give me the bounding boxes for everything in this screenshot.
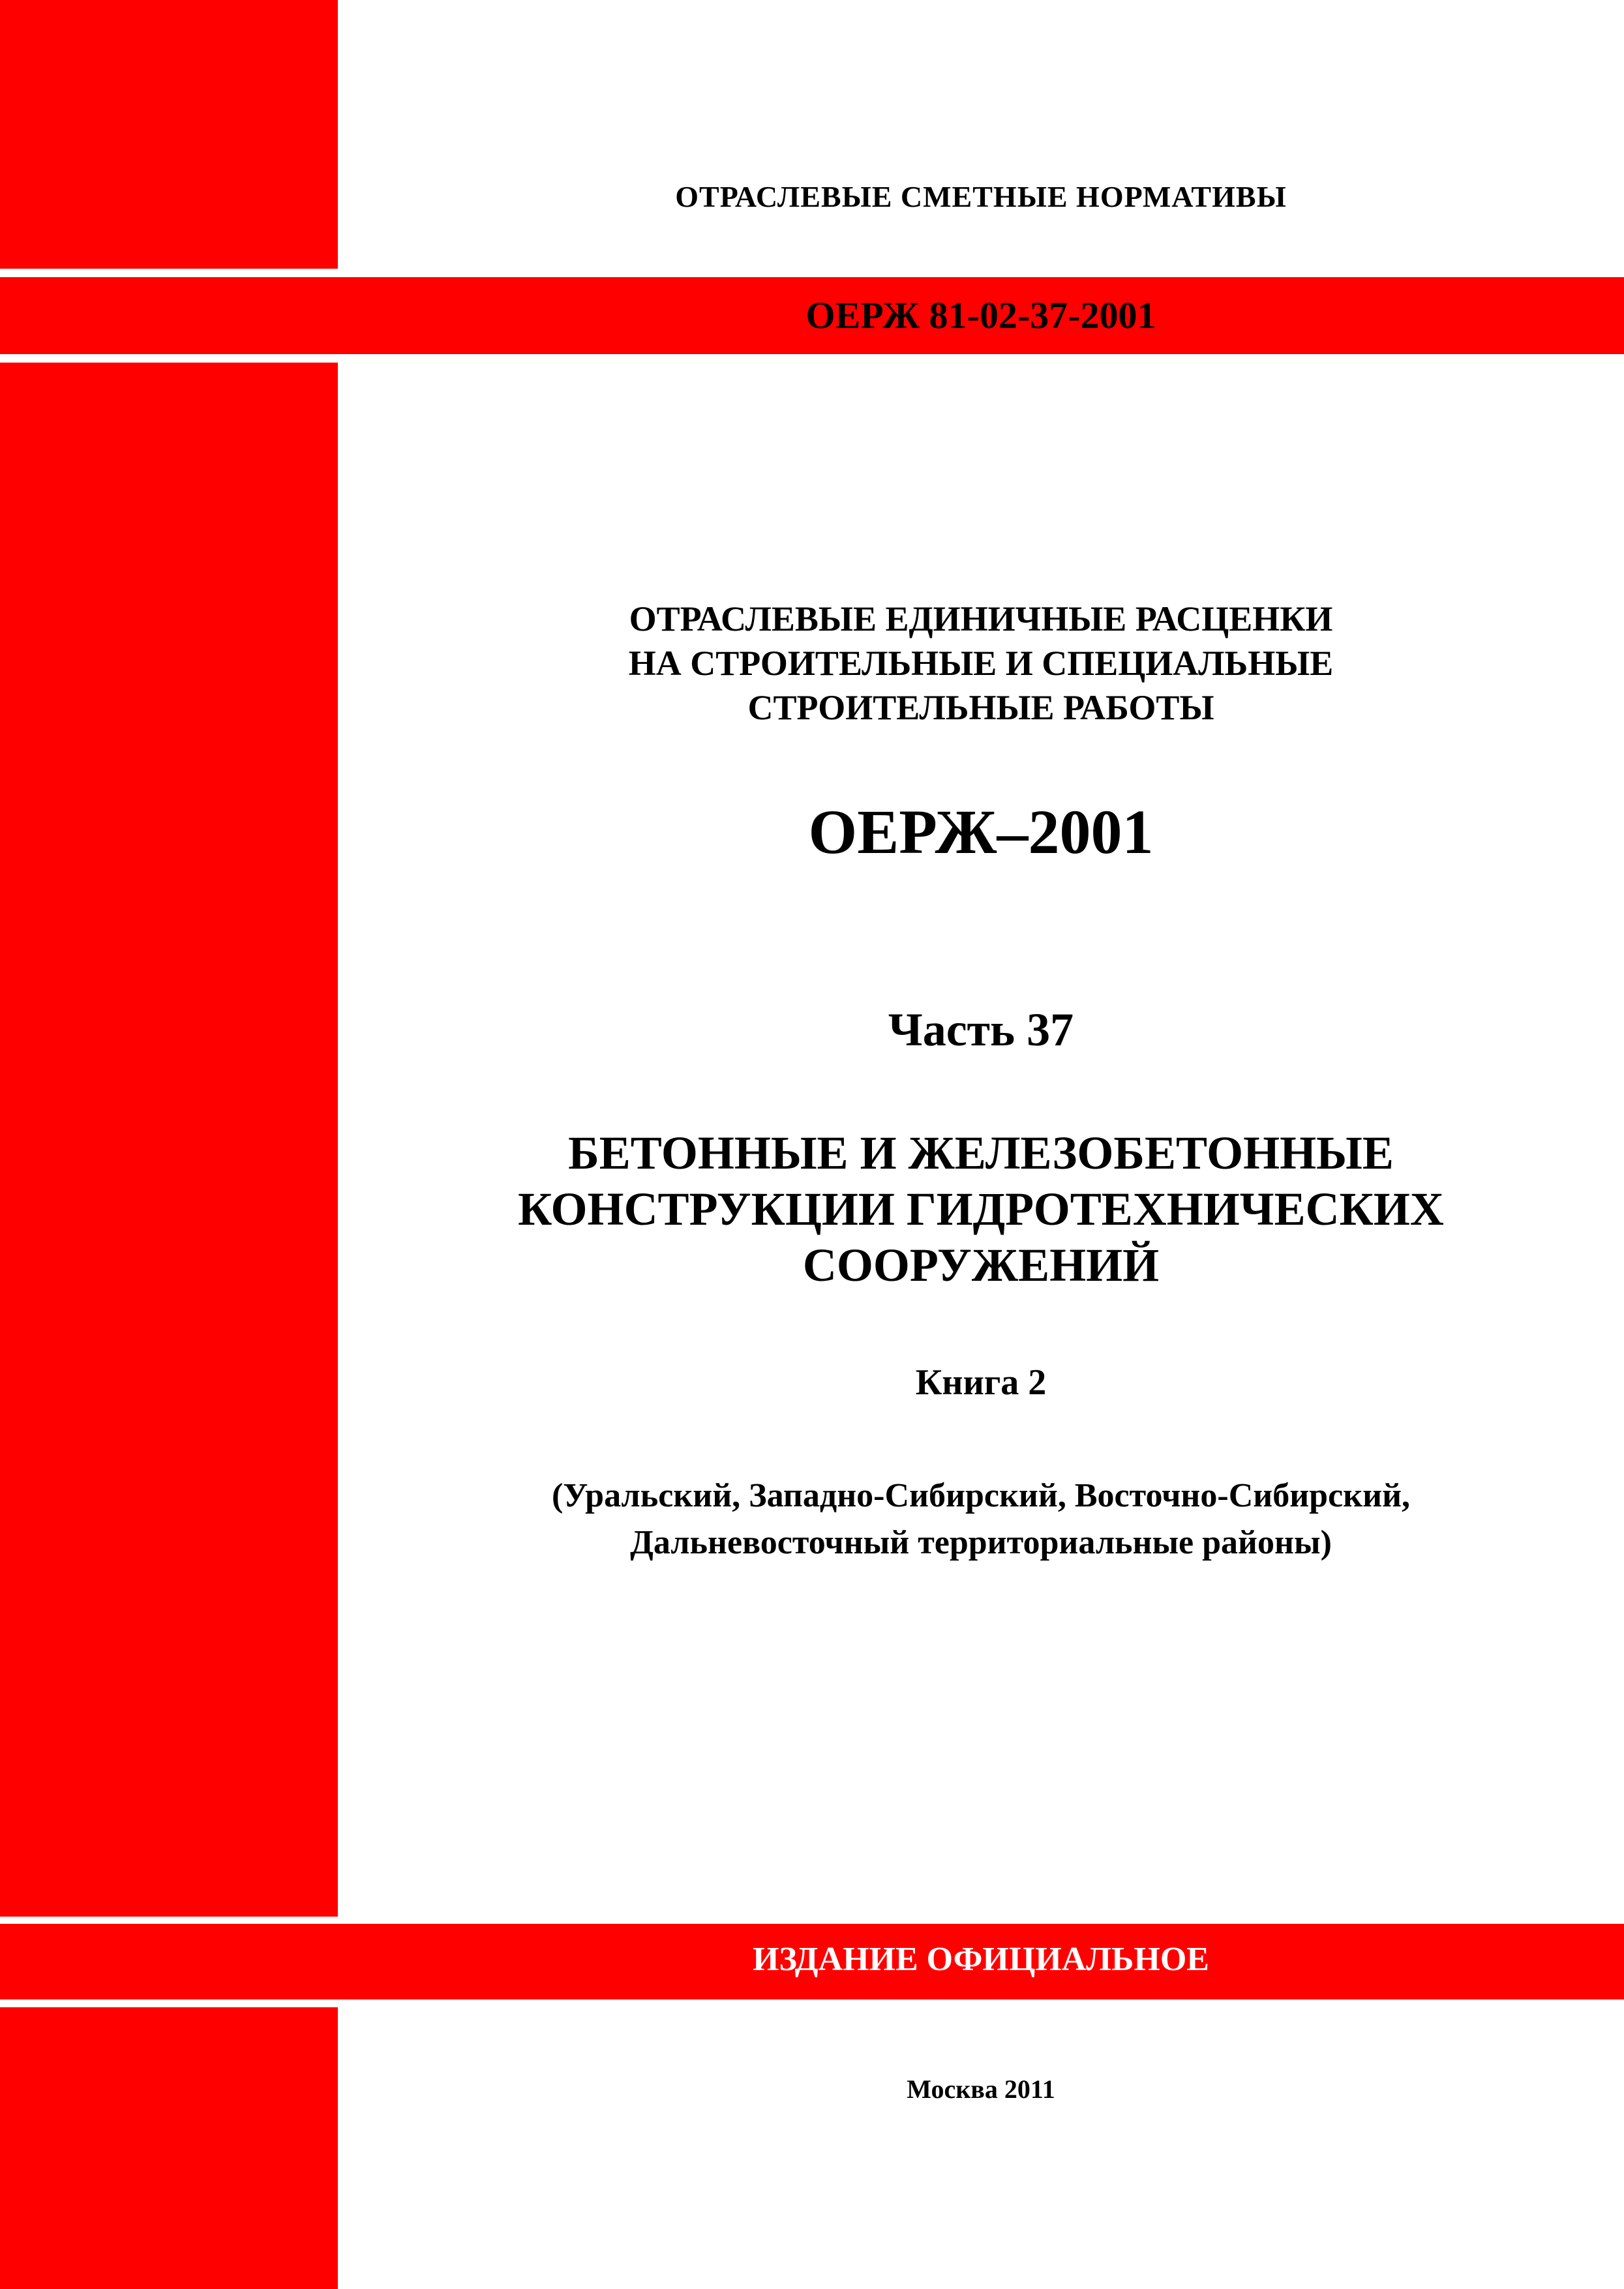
main-title-line-1: ОТРАСЛЕВЫЕ ЕДИНИЧНЫЕ РАСЦЕНКИ xyxy=(629,599,1333,638)
main-title-line-3: СТРОИТЕЛЬНЫЕ РАБОТЫ xyxy=(747,688,1214,727)
regions-line-1: (Уральский, Западно-Сибирский, Восточно-Сибирский, xyxy=(551,1477,1411,1514)
abbreviation-title: ОЕРЖ–2001 xyxy=(808,797,1154,867)
city-year: Москва 2011 xyxy=(907,2074,1055,2104)
part-number: Часть 37 xyxy=(888,1004,1074,1056)
subject-line-3: СООРУЖЕНИЙ xyxy=(802,1239,1160,1291)
book-number: Книга 2 xyxy=(915,1362,1047,1403)
document-code: ОЕРЖ 81-02-37-2001 xyxy=(805,294,1156,337)
main-title-line-2: НА СТРОИТЕЛЬНЫЕ И СПЕЦИАЛЬНЫЕ xyxy=(628,644,1334,683)
red-side-block-bottom xyxy=(0,2007,338,2289)
subject-line-1: БЕТОННЫЕ И ЖЕЛЕЗОБЕТОННЫЕ xyxy=(568,1127,1394,1179)
subject-line-2: КОНСТРУКЦИИ ГИДРОТЕХНИЧЕСКИХ xyxy=(518,1183,1444,1235)
red-side-block-middle xyxy=(0,363,338,1917)
regions-line-2: Дальневосточный территориальные районы) xyxy=(630,1524,1332,1561)
header-title: ОТРАСЛЕВЫЕ СМЕТНЫЕ НОРМАТИВЫ xyxy=(675,180,1287,213)
official-edition-label: ИЗДАНИЕ ОФИЦИАЛЬНОЕ xyxy=(753,1941,1209,1978)
red-side-block-top xyxy=(0,0,338,269)
